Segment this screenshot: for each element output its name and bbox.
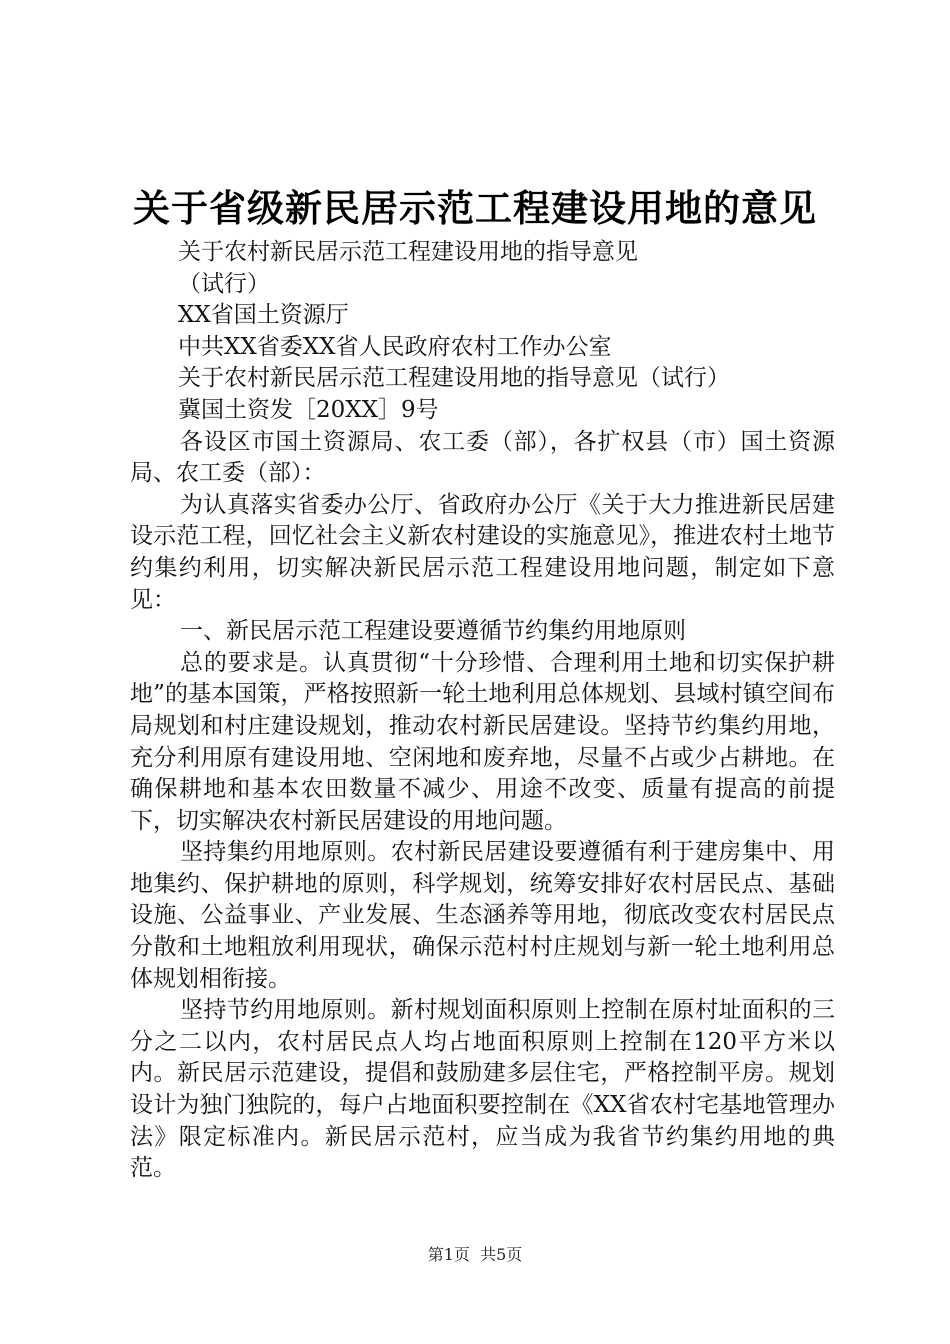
page-footer: [0, 1244, 950, 1266]
header-line-guidance-title-full: 关于农村新民居示范工程建设用地的指导意见（试行）: [178, 365, 730, 392]
paragraph-purpose: 为认真落实省委办公厅、省政府办公厅《关于大力推进新民居建设示范工程，回忆社会主义新农村建设的实施意见》，推进农村土地节约集约利用，切实解决新民居示范工程建设用地问题，制定如下意见：: [130, 491, 835, 613]
header-line-document-number: 冀国土资发［20XX］9号: [178, 396, 439, 423]
page-total: 共5页: [480, 1245, 523, 1264]
header-line-issuer-rural-office: 中共XX省委XX省人民政府农村工作办公室: [178, 333, 612, 360]
document-body: [130, 237, 835, 1185]
header-line-guidance-title: 关于农村新民居示范工程建设用地的指导意见: [178, 239, 638, 265]
header-line-trial: （试行）: [178, 270, 270, 297]
section-heading-one: 一、新民居示范工程建设要遵循节约集约用地原则: [180, 618, 686, 645]
document-title: 关于省级新民居示范工程建设用地的意见: [133, 187, 817, 230]
page-number: 第1页: [427, 1245, 470, 1264]
paragraph-general-requirements: 总的要求是。认真贯彻“十分珍惜、合理利用土地和切实保护耕地”的基本国策，严格按照新一轮土地利用总体规划、县域村镇空间布局规划和村庄建设规划，推动农村新民居建设。坚持节约集约用地，充分利用原有建设用地、空闲地和废弃地，尽量不占或少占耕地。在确保耕地和基本农田数量不减少、用途不改变、质量有提高的前提下，切实解决农村新民居建设的用地问题。: [130, 649, 835, 834]
paragraph-economical-use: 坚持节约用地原则。新村规划面积原则上控制在原村址面积的三分之二以内，农村居民点人均占地面积原则上控制在120平方米以内。新民居示范建设，提倡和鼓励建多层住宅，严格控制平房。规划设计为独门独院的，每户占地面积要控制在《XX省农村宅基地管理办法》限定标准内。新民居示范村，应当成为我省节约集约用地的典范。: [130, 997, 835, 1182]
paragraph-intensive-use: 坚持集约用地原则。农村新民居建设要遵循有利于建房集中、用地集约、保护耕地的原则，科学规划，统筹安排好农村居民点、基础设施、公益事业、产业发展、生态涵养等用地，彻底改变农村居民点分散和土地粗放利用现状，确保示范村村庄规划与新一轮土地利用总体规划相衔接。: [130, 839, 835, 992]
paragraph-addressees: 各设区市国土资源局、农工委（部），各扩权县（市）国土资源局、农工委（部）：: [130, 428, 835, 487]
header-line-issuer-land-dept: XX省国土资源厅: [178, 302, 349, 329]
